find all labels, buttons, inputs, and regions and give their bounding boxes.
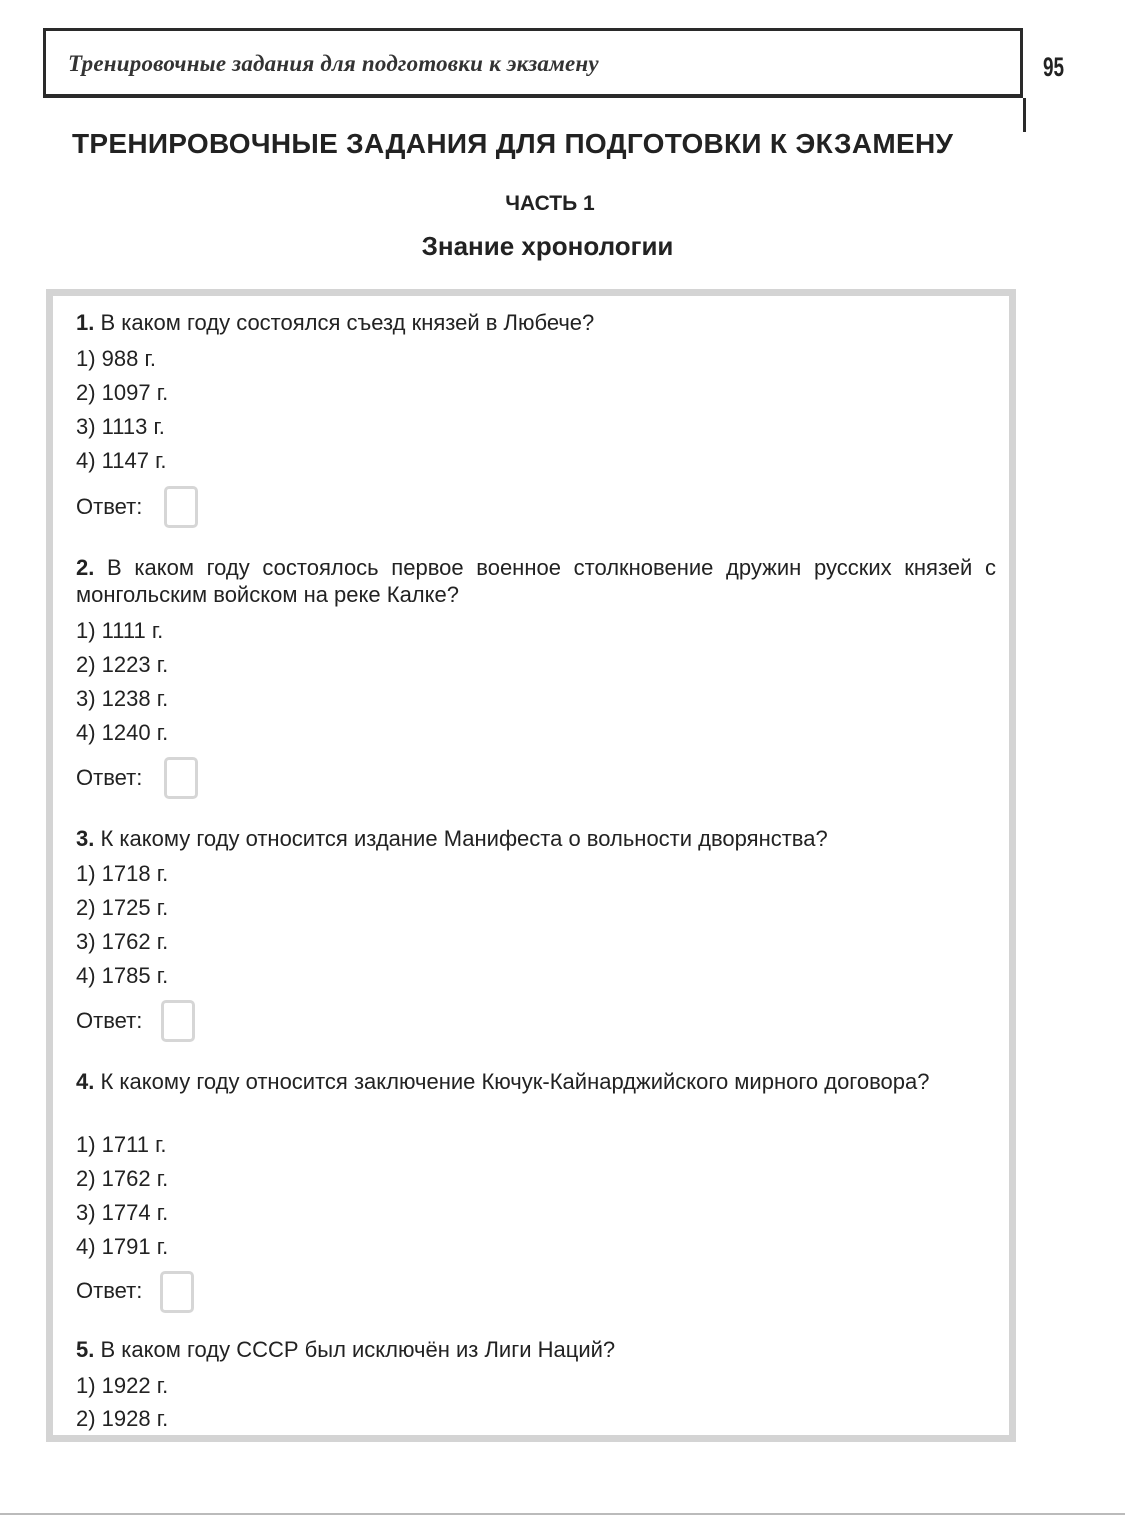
answer-box[interactable] [160, 1271, 194, 1313]
option: 4) 1240 г. [76, 720, 169, 745]
option: 3) 1774 г. [76, 1200, 169, 1225]
part-title: ЧАСТЬ 1 [505, 192, 595, 215]
option: 2) 1762 г. [76, 1166, 169, 1191]
question-text: К какому году относится заключение Кючук-Кайнарджийского мирного договора? [100, 1069, 930, 1094]
option: 3) 1762 г. [76, 929, 169, 954]
question-2 [76, 554, 996, 608]
question-text: В каком году состоялось первое военное столкновение дружин русских князей с монгольским войском на реке Калке? [76, 555, 996, 607]
option: 1) 1718 г. [76, 861, 169, 886]
question-5 [76, 1336, 996, 1363]
running-header-box [43, 28, 1023, 98]
question-number: 1. [76, 310, 95, 335]
question-number: 4. [76, 1069, 95, 1094]
section-title: Знание хронологии [421, 231, 674, 261]
option: 2) 1097 г. [76, 380, 169, 405]
answer-label: Ответ: [76, 494, 143, 519]
option: 1) 988 г. [76, 346, 156, 371]
question-number: 3. [76, 826, 95, 851]
option: 1) 1111 г. [76, 618, 164, 643]
option: 3) 1238 г. [76, 686, 169, 711]
question-text: В каком году состоялся съезд князей в Любече? [100, 310, 595, 335]
answer-label: Ответ: [76, 1278, 143, 1303]
question-3 [76, 825, 996, 852]
answer-label: Ответ: [76, 765, 143, 790]
questions-frame [46, 289, 1016, 1442]
header-rule [1023, 98, 1026, 132]
page-number: 95 [1043, 52, 1065, 82]
question-text: К какому году относится издание Манифеста о вольности дворянства? [100, 826, 828, 851]
option: 4) 1785 г. [76, 963, 169, 988]
option: 4) 1147 г. [76, 448, 167, 473]
option: 2) 1725 г. [76, 895, 169, 920]
running-header: Тренировочные задания для подготовки к экзамену [68, 51, 599, 76]
bottom-rule [0, 1513, 1125, 1515]
option: 1) 1922 г. [76, 1373, 169, 1398]
question-text: В каком году СССР был исключён из Лиги Наций? [100, 1337, 616, 1362]
answer-label: Ответ: [76, 1008, 143, 1033]
main-title: ТРЕНИРОВОЧНЫЕ ЗАДАНИЯ ДЛЯ ПОДГОТОВКИ К ЭКЗАМЕНУ [72, 128, 954, 159]
option: 2) 1928 г. [76, 1406, 169, 1431]
answer-box[interactable] [164, 757, 198, 799]
question-1 [76, 309, 996, 336]
answer-box[interactable] [161, 1000, 195, 1042]
question-number: 2. [76, 555, 95, 580]
option: 1) 1711 г. [76, 1132, 167, 1157]
answer-box[interactable] [164, 486, 198, 528]
question-number: 5. [76, 1337, 95, 1362]
option: 3) 1113 г. [76, 414, 165, 439]
option: 4) 1791 г. [76, 1234, 169, 1259]
option: 2) 1223 г. [76, 652, 169, 677]
question-4 [76, 1068, 996, 1095]
